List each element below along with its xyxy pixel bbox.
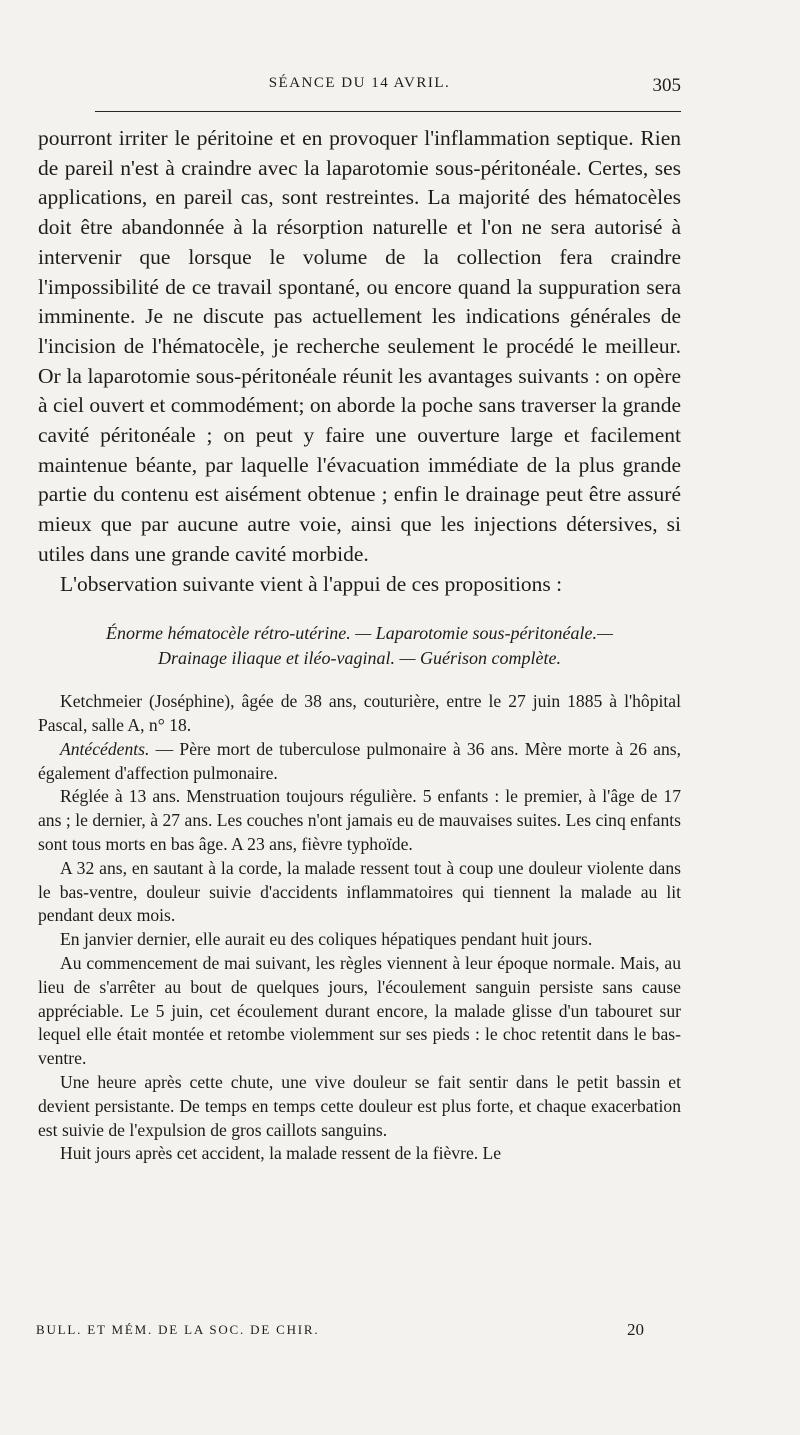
case-paragraph-age-32: A 32 ans, en sautant à la corde, la malade ressent tout à coup une douleur violente dans le bas-ventre, douleur suivie d'accidents inflammatoires qui tiennent la malade au lit pendant deux mois. [38,857,681,926]
page-number: 305 [652,75,681,96]
case-paragraph-may: Au commencement de mai suivant, les règles viennent à leur époque normale. Mais, au lieu de s'arrêter au bout de quelques jours, l'écoulement sanguin persiste sans cause appréciable. Le 5 juin, cet écoulement durant encore, la malade glisse d'un tabouret sur lequel elle était montée et retombe violemment sur ses pieds : le choc retentit dans le bas-ventre. [38,953,681,1069]
case-paragraph-pain: Une heure après cette chute, une vive douleur se fait sentir dans le petit bassin et devient persistante. De temps en temps cette douleur est plus forte, et chaque exacerbation est suivie de l'expulsion de gros caillots sanguins. [38,1072,681,1140]
footer-signature: BULL. ET MÉM. DE LA SOC. DE CHIR. [36,1322,320,1337]
antecedents-label: Antécédents. [60,738,150,759]
paragraph-intro: pourront irriter le péritoine et en provoquer l'inflammation septique. Rien de pareil n'est à craindre avec la laparotomie sous-péritonéale. Certes, ses applications, en pareil cas, sont restreintes. La majorité des hématocèles doit être abandonnée à la résorption naturelle et l'on ne sera autorisé à intervenir que lorsque le volume de la collection fera craindre l'impossibilité de ce travail spontané, ou encore quand la suppuration sera imminente. Je ne discute pas actuellement les indications générales de l'incision de l'hématocèle, je recherche seulement le procédé le meilleur. Or la laparotomie sous-péritonéale réunit les avantages suivants : on opère à ciel ouvert et commodément; on aborde la poche sans traverser la grande cavité péritonéale ; on peut y faire une ouverture large et facilement maintenue béante, par laquelle l'évacuation immédiate de la plus grande partie du contenu est aisément obtenue ; enfin le drainage peut être assuré mieux que par aucune autre voie, ainsi que les injections détersives, si utiles dans une grande cavité morbide. [38,126,681,566]
case-paragraph-antecedents [38,738,681,786]
observation-title-line-1: Énorme hématocèle rétro-utérine. — Laparotomie sous-péritonéale.— [105,623,614,644]
case-paragraph-january: En janvier dernier, elle aurait eu des coliques hépatiques pendant huit jours. [60,929,593,950]
case-paragraph-admission: Ketchmeier (Joséphine), âgée de 38 ans, couturière, entre le 27 juin 1885 à l'hôpital Pascal, salle A, n° 18. [38,691,681,736]
signature-number: 20 [627,1320,644,1339]
running-head [38,75,681,99]
footer [36,1322,644,1344]
antecedents-text: — Père mort de tuberculose pulmonaire à 36 ans. Mère morte à 26 ans, également d'affection pulmonaire. [38,738,681,783]
case-paragraph-menstruation: Réglée à 13 ans. Menstruation toujours régulière. 5 enfants : le premier, à l'âge de 17 ans ; le dernier, à 27 ans. Les couches n'ont jamais eu de mauvaises suites. Les cinq enfants sont tous morts en bas âge. A 23 ans, fièvre typhoïde. [38,786,681,855]
body-text [38,124,681,1166]
running-title: SÉANCE DU 14 AVRIL. [268,75,451,91]
observation-title [38,621,681,670]
observation-title-line-2: Drainage iliaque et iléo-vaginal. — Guérison complète. [158,647,561,668]
case-paragraph-fever: Huit jours après cet accident, la malade ressent de la fièvre. Le [60,1143,502,1164]
paragraph-transition: L'observation suivante vient à l'appui de ces propositions : [60,571,563,596]
header-rule [95,111,681,112]
